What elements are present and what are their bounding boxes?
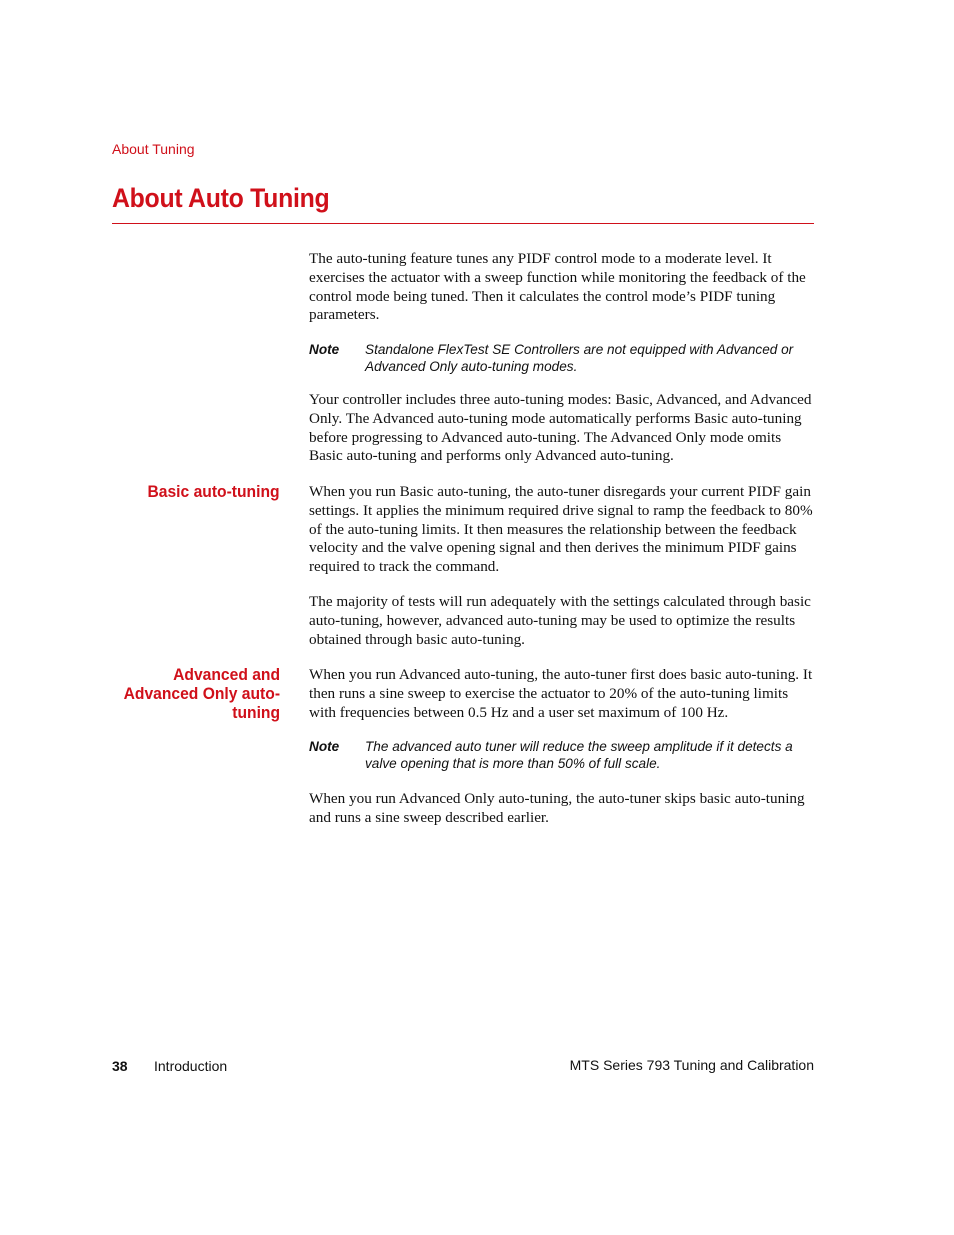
footer-doc-title: MTS Series 793 Tuning and Calibration (569, 1057, 814, 1073)
heading-line: Advanced Only auto- (123, 684, 280, 703)
heading-line: tuning (232, 703, 280, 722)
heading-line: Advanced and (173, 665, 280, 684)
title-rule (112, 223, 814, 224)
advanced-paragraph-2: When you run Advanced Only auto-tuning, the auto-tuner skips basic auto-tuning and runs a sine sweep described earlier. (309, 790, 805, 826)
breadcrumb: About Tuning (112, 141, 195, 157)
basic-paragraph-1: When you run Basic auto-tuning, the auto-tuner disregards your current PIDF gain settings. It applies the minimum required drive signal to ramp the feedback to 80% of the auto-tuning limits. It then measures the relationship between the feedback velocity and the valve opening signal and then derives the minimum PIDF gains required to track the command. (309, 483, 813, 576)
page-number: 38 (112, 1058, 128, 1074)
note-label: Note (309, 739, 340, 754)
note-label: Note (309, 342, 340, 357)
section-heading-basic: Basic auto-tuning (147, 482, 280, 501)
section-heading-advanced (124, 665, 280, 722)
basic-paragraph-2: The majority of tests will run adequately with the settings calculated through basic auto-tuning, however, advanced auto-tuning may be used to optimize the results obtained through basic auto-tuning. (309, 593, 811, 648)
intro-paragraph-2: Your controller includes three auto-tuning modes: Basic, Advanced, and Advanced Only. The Advanced auto-tuning mode automatically performs Basic auto-tuning before progressing to Advanced auto-tuning. The Advanced Only mode omits Basic auto-tuning and performs only Advanced auto-tuning. (309, 391, 812, 465)
note-text: The advanced auto tuner will reduce the sweep amplitude if it detects a valve opening that is more than 50% of full scale. (365, 739, 793, 771)
intro-paragraph-1: The auto-tuning feature tunes any PIDF control mode to a moderate level. It exercises the actuator with a sweep function while monitoring the feedback of the control mode being tuned. Then it calculates the control mode’s PIDF tuning parameters. (309, 250, 806, 324)
advanced-paragraph-1: When you run Advanced auto-tuning, the auto-tuner first does basic auto-tuning. It then runs a sine sweep to exercise the actuator to 20% of the auto-tuning limits with frequencies between 0.5 Hz and a user set maximum of 100 Hz. (309, 666, 813, 721)
footer-section: Introduction (154, 1058, 228, 1074)
note-text: Standalone FlexTest SE Controllers are not equipped with Advanced or Advanced Only auto-tuning modes. (365, 342, 794, 374)
page-title: About Auto Tuning (112, 183, 330, 213)
